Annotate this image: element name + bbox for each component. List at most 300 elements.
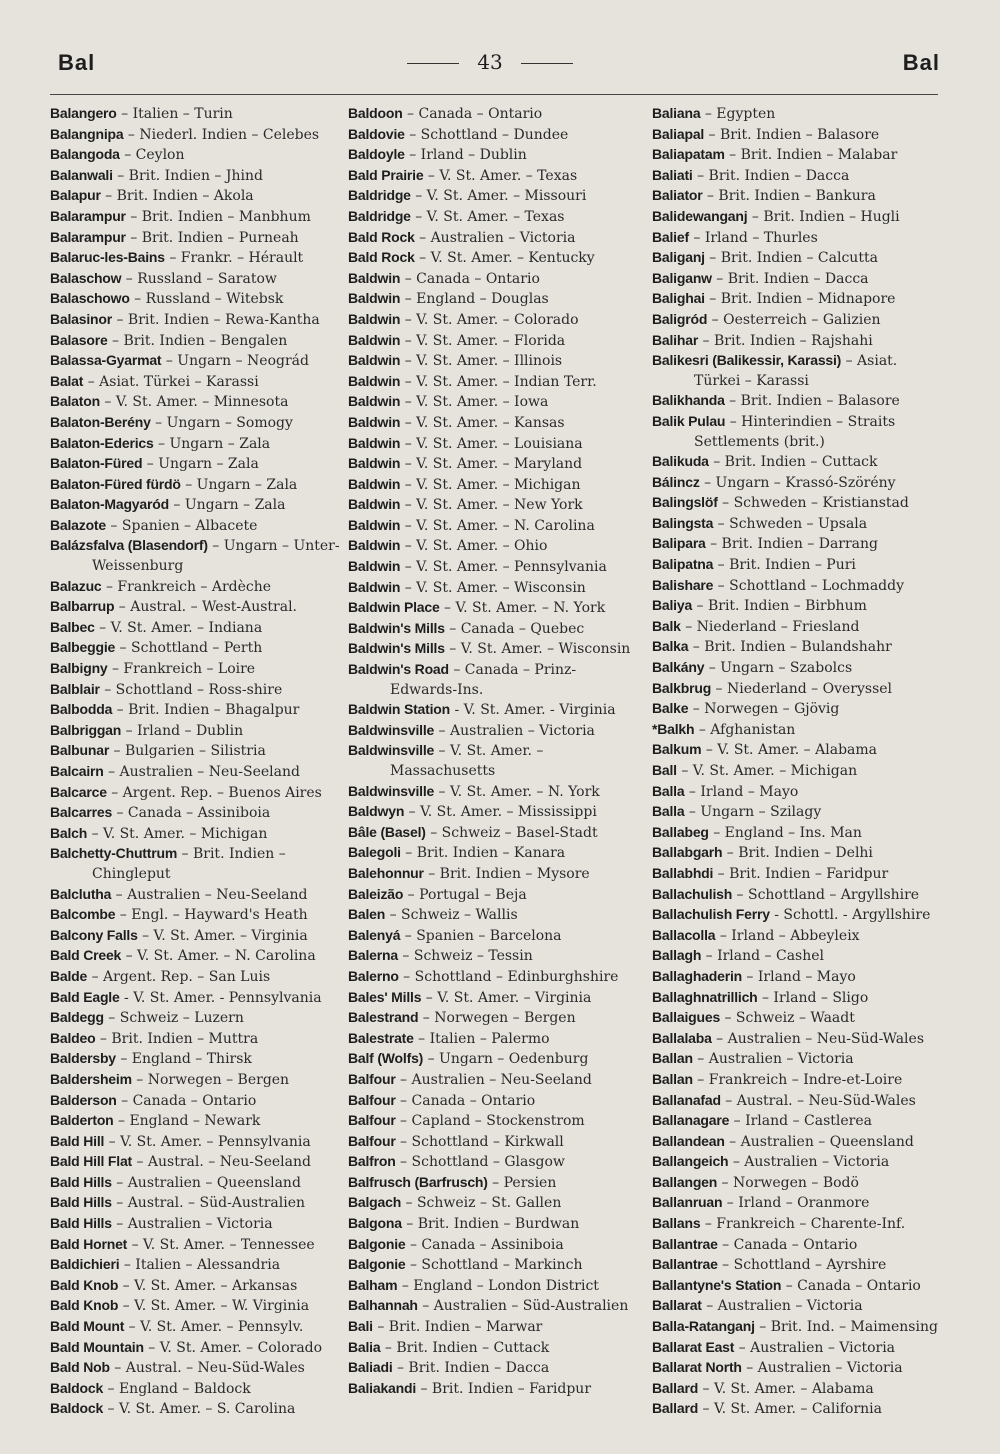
entry-place-name: Balcarce [50, 783, 107, 800]
gazetteer-entry [50, 331, 342, 352]
entry-place-name: Bald Creek [50, 947, 122, 964]
entry-place-name: Baldwin's Mills [348, 619, 445, 636]
entry-location: – Brit. Indien – Darrang [705, 536, 879, 553]
entry-location: – Brit. Indien – Jhind [112, 167, 263, 184]
entry-location: – V. St. Amer. – Pennsylv. [124, 1319, 304, 1336]
entry-place-name: Ballaghaderin [652, 967, 742, 984]
entry-location: – V. St. Amer. – Wisconsin [444, 641, 631, 658]
entry-place-name: Baldwin's Road [348, 661, 449, 678]
entry-place-name: Baleizão [348, 885, 404, 902]
entry-place-name: Balazuc [50, 577, 102, 594]
entry-location: – England – London District [397, 1277, 599, 1294]
entry-location: – V. St. Amer. – Florida [400, 332, 566, 349]
gazetteer-entry [652, 761, 944, 782]
entry-place-name: Ballantyne's Station [652, 1276, 782, 1293]
entry-location: – Ungarn – Szilagy [684, 804, 822, 821]
gazetteer-entry [348, 1214, 640, 1235]
gazetteer-entry [652, 1049, 944, 1070]
gazetteer-entry [348, 104, 640, 125]
gazetteer-entry [348, 1152, 640, 1173]
entry-location: – V. St. Amer. – Alabama [698, 1380, 874, 1397]
gazetteer-entry [652, 104, 944, 125]
entry-place-name: Balcombe [50, 906, 116, 923]
entry-location: – Australien – Victoria [734, 1339, 896, 1356]
entry-place-name: Baldersby [50, 1050, 116, 1067]
entry-place-name: Balikesri (Balikessir, Karassi) [652, 352, 842, 369]
entry-location: – Niederland – Overyssel [711, 680, 893, 697]
entry-location: – Irland – Mayo [741, 968, 856, 985]
entry-place-name: Ballaghnatrillich [652, 988, 758, 1005]
entry-location: – Brit. Indien – Puri [713, 557, 856, 574]
entry-place-name: Balf (Wolfs) [348, 1050, 424, 1067]
gazetteer-entry [652, 679, 944, 700]
gazetteer-entry [50, 475, 342, 496]
gazetteer-entry [50, 104, 342, 125]
gazetteer-entry [348, 392, 640, 413]
entry-location: – V. St. Amer. – Colorado [400, 311, 579, 328]
entry-location: – Niederland – Friesland [680, 618, 860, 635]
gazetteer-entry [348, 331, 640, 352]
gazetteer-entry [348, 905, 640, 926]
entry-location: – Engl. – Hayward's Heath [115, 907, 308, 924]
entry-location: – England – Thirsk [115, 1051, 252, 1068]
entry-location: – Austral. – Neu-Süd-Wales [720, 1092, 916, 1109]
entry-place-name: Ballard [652, 1379, 699, 1396]
entry-location: – Schweiz – St. Gallen [401, 1195, 562, 1212]
gazetteer-entry [348, 639, 640, 660]
entry-place-name: Baliadi [348, 1359, 393, 1376]
entry-location: – Austral. – West-Austral. [114, 599, 298, 616]
entry-location: – Brit. Indien – Balasore [724, 393, 900, 410]
entry-place-name: Bald Hill Flat [50, 1153, 132, 1170]
entry-place-name: Balgach [348, 1194, 402, 1211]
entry-place-name: Ballanruan [652, 1194, 723, 1211]
entry-place-name: Balham [348, 1276, 398, 1293]
entry-place-name: Baldegg [50, 1009, 104, 1026]
entry-location: – Canada – Ontario [116, 1092, 257, 1109]
entry-place-name: Balidewanganj [652, 207, 748, 224]
gazetteer-entry [652, 1070, 944, 1091]
gazetteer-entry [652, 1029, 944, 1050]
entry-location: – V. St. Amer. – New York [400, 497, 583, 514]
entry-place-name: Baldwin Station [348, 701, 451, 718]
gazetteer-entry [348, 228, 640, 249]
entry-place-name: Bald Mount [50, 1318, 125, 1335]
gazetteer-entry [652, 391, 944, 412]
gazetteer-entry [652, 228, 944, 249]
entry-place-name: Balaschowo [50, 290, 130, 307]
gazetteer-entry [348, 186, 640, 207]
entry-place-name: Balhannah [348, 1297, 418, 1314]
entry-place-name: Ballanafad [652, 1091, 721, 1108]
entry-location: – Afghanistan [694, 721, 796, 738]
gazetteer-entry [348, 946, 640, 967]
entry-place-name: Baligród [652, 310, 708, 327]
entry-place-name: Balderson [50, 1091, 117, 1108]
entry-location: – Brit. Indien – Bankura [702, 188, 876, 205]
gazetteer-entry [348, 557, 640, 578]
entry-place-name: Baldridge [348, 207, 411, 224]
entry-place-name: Ballarat [652, 1297, 702, 1314]
gazetteer-entry [50, 125, 342, 146]
entry-place-name: Balangero [50, 105, 117, 121]
entry-place-name: Balbunar [50, 742, 110, 759]
entry-location: – Australien – Victoria [414, 229, 576, 246]
entry-place-name: Ballangen [652, 1173, 718, 1190]
gazetteer-entry [50, 454, 342, 475]
entry-place-name: Balla [652, 782, 685, 799]
gazetteer-entry [50, 495, 342, 516]
entry-location: – V. St. Amer. – W. Virginia [118, 1298, 310, 1315]
gazetteer-entry [652, 576, 944, 597]
entry-place-name: Bald Rock [348, 228, 415, 245]
gazetteer-entry [50, 228, 342, 249]
entry-place-name: Balestrand [348, 1009, 419, 1026]
entry-location: – Schweden – Kristianstad [717, 495, 909, 512]
entry-location: – Ungarn – Oedenburg [423, 1051, 589, 1068]
entry-place-name: Baliya [652, 597, 693, 614]
entry-place-name: Balingsta [652, 514, 714, 531]
entry-location: – Portugal – Beja [403, 886, 527, 903]
entry-location: – Argent. Rep. – San Luis [87, 968, 271, 985]
entry-place-name: Baldwin [348, 269, 401, 286]
gazetteer-entry [348, 967, 640, 988]
gazetteer-entry [50, 269, 342, 290]
entry-location: – V. St. Amer. – Colorado [143, 1339, 323, 1356]
gazetteer-entry [50, 905, 342, 926]
gazetteer-entry [50, 967, 342, 988]
gazetteer-entry [652, 823, 944, 844]
gazetteer-entry [50, 536, 342, 576]
gazetteer-entry [50, 434, 342, 455]
entry-place-name: Ballagh [652, 947, 702, 964]
entry-place-name: Baldock [50, 1400, 104, 1417]
gazetteer-entry [50, 1379, 342, 1400]
entry-location: – Ungarn – Somogy [150, 414, 293, 431]
gazetteer-entry [348, 741, 640, 781]
entry-location: – Canada – Ontario [400, 270, 540, 287]
entry-place-name: Balgonie [348, 1235, 406, 1252]
gazetteer-entry [50, 721, 342, 742]
entry-location: – Australien – Victoria [741, 1360, 903, 1377]
gazetteer-entry [652, 186, 944, 207]
gazetteer-entry [50, 1111, 342, 1132]
gazetteer-entry [50, 1235, 342, 1256]
gazetteer-entry [348, 660, 640, 700]
entry-location: – Schweiz – Luzern [103, 1010, 244, 1027]
entry-place-name: Balanwali [50, 166, 113, 183]
entry-place-name: Balkbrug [652, 679, 712, 696]
entry-place-name: Ballaigues [652, 1009, 721, 1026]
header-left-keyword: Bal [58, 50, 96, 75]
gazetteer-entry [652, 1132, 944, 1153]
entry-location: – Italien – Palermo [413, 1030, 550, 1047]
entry-place-name: Bâle (Basel) [348, 823, 426, 840]
gazetteer-entry [652, 452, 944, 473]
gazetteer-entry [50, 577, 342, 598]
entry-location: – Brit. Indien – Rewa-Kantha [112, 311, 320, 328]
gazetteer-entry [50, 1296, 342, 1317]
gazetteer-entry [348, 145, 640, 166]
entry-location: – Brit. Indien – Hugli [747, 208, 900, 225]
entry-place-name: Baldridge [348, 187, 411, 204]
entry-location: – Schweiz – Basel-Stadt [425, 824, 598, 841]
gazetteer-entry [652, 782, 944, 803]
gazetteer-entry [348, 310, 640, 331]
entry-location: – Brit. Indien – Calcutta [704, 250, 878, 267]
gazetteer-entry [348, 1132, 640, 1153]
entry-place-name: Balassa-Gyarmat [50, 352, 162, 369]
gazetteer-entry [50, 1358, 342, 1379]
entry-location: – Persien [487, 1174, 557, 1191]
entry-place-name: Bálincz [652, 473, 700, 490]
gazetteer-entry [652, 885, 944, 906]
gazetteer-entry [50, 1070, 342, 1091]
entry-place-name: *Balkh [652, 720, 695, 737]
entry-location: – England – Douglas [400, 291, 549, 308]
gazetteer-entry [50, 413, 342, 434]
entry-location: – Australien – Victoria [111, 1216, 273, 1233]
entry-location: – Australien – Victoria [692, 1051, 854, 1068]
entry-location: – Argent. Rep. – Buenos Aires [106, 784, 322, 801]
entry-place-name: Balerno [348, 967, 399, 984]
entry-place-name: Bald Hills [50, 1194, 112, 1211]
entry-place-name: Baliator [652, 187, 703, 204]
gazetteer-entry [348, 721, 640, 742]
entry-place-name: Baldwyn [348, 803, 405, 820]
gazetteer-entry [652, 514, 944, 535]
entry-place-name: Baldwinsville [348, 721, 435, 738]
entry-location: – V. St. Amer. – Pennsylvania [400, 559, 607, 576]
entry-location: – V. St. Amer. – N. Carolina [121, 948, 316, 965]
entry-location: – Canada – Prinz-Edwards-Ins. [390, 662, 577, 698]
entry-location: – Canada – Ontario [781, 1277, 921, 1294]
entry-location: – England – Ins. Man [708, 824, 862, 841]
entry-location: – V. St. Amer. – Indiana [94, 619, 263, 636]
entry-place-name: Balde [50, 967, 88, 984]
gazetteer-entry [348, 578, 640, 599]
entry-location: – Spanien – Albacete [105, 517, 258, 534]
entry-place-name: Balbeggie [50, 639, 116, 656]
entry-place-name: Balchetty-Chuttrum [50, 845, 178, 862]
entry-place-name: Bald Nob [50, 1359, 110, 1376]
entry-place-name: Balka [652, 638, 689, 655]
entry-location: – Norwegen – Bodö [717, 1174, 859, 1191]
entry-place-name: Bald Rock [348, 249, 415, 266]
entry-place-name: Bald Hill [50, 1132, 105, 1149]
gazetteer-entry [50, 824, 342, 845]
entry-location: – V. St. Amer. – Minnesota [99, 394, 289, 411]
entry-location: – V. St. Amer. – Maryland [400, 456, 583, 473]
gazetteer-entry [652, 534, 944, 555]
entry-location: – Schottland – Glasgow [395, 1154, 565, 1171]
entry-location: – Brit. Indien – Bulandshahr [688, 639, 892, 656]
gazetteer-entry [348, 166, 640, 187]
entry-location: – V. St. Amer. – Kansas [400, 414, 565, 431]
entry-place-name: Balik Pulau [652, 412, 726, 429]
entry-location: – Schottland – Dundee [404, 126, 569, 143]
gazetteer-entry [348, 536, 640, 557]
gazetteer-entry [652, 493, 944, 514]
entry-place-name: Balaton-Berény [50, 413, 151, 430]
entry-location: – Brit. Indien – Purneah [125, 229, 299, 246]
entry-location: – Australien – Victoria [728, 1154, 890, 1171]
gazetteer-entry [348, 289, 640, 310]
entry-place-name: Ballabhdi [652, 864, 714, 881]
gazetteer-entry [348, 823, 640, 844]
gazetteer-entry [50, 803, 342, 824]
gazetteer-entry [50, 1193, 342, 1214]
entry-place-name: Balarampur [50, 228, 126, 245]
gazetteer-entry [652, 1317, 944, 1338]
entry-place-name: Balfour [348, 1132, 396, 1149]
gazetteer-entry [652, 1235, 944, 1256]
gazetteer-entry [50, 1029, 342, 1050]
entry-place-name: Baldwin [348, 331, 401, 348]
entry-place-name: Balief [652, 228, 689, 245]
entry-place-name: Baldock [50, 1379, 104, 1396]
gazetteer-entry [50, 700, 342, 721]
entry-place-name: Balerna [348, 947, 398, 964]
entry-location: – Australien – Neu-Seeland [111, 886, 308, 903]
entry-location: – Russland – Saratow [121, 270, 277, 287]
entry-place-name: Baldwin's Mills [348, 640, 445, 657]
gazetteer-entry [652, 905, 944, 926]
gazetteer-entry [652, 1399, 944, 1420]
entry-location: – V. St. Amer. – Tennessee [127, 1236, 315, 1253]
entry-place-name: Ball [652, 762, 677, 778]
gazetteer-entry [50, 1276, 342, 1297]
entry-location: – Ungarn – Szabolcs [704, 660, 853, 677]
entry-place-name: Balikuda [652, 453, 709, 470]
gazetteer-entry [652, 166, 944, 187]
entry-location: – Brit. Indien – Chingleput [92, 846, 286, 882]
entry-place-name: Balangnipa [50, 125, 124, 142]
entry-location: – Australien – Neu-Süd-Wales [711, 1030, 925, 1047]
gazetteer-entry [348, 1193, 640, 1214]
gazetteer-entry [348, 475, 640, 496]
entry-place-name: Baldwin [348, 496, 401, 513]
gazetteer-entry [652, 331, 944, 352]
gazetteer-entry [348, 248, 640, 269]
entry-place-name: Baldovie [348, 125, 405, 142]
entry-location: – Schottland – Ross-shire [99, 681, 283, 698]
entry-location: - V. St. Amer. - Pennsylvania [119, 989, 322, 1006]
gazetteer-entry [50, 1049, 342, 1070]
entry-place-name: Ballalaba [652, 1029, 712, 1046]
entry-location: – V. St. Amer. – Missouri [410, 188, 587, 205]
entry-place-name: Baldwinsville [348, 742, 435, 759]
entry-location: – Brit. Indien – Kanara [400, 845, 566, 862]
entry-place-name: Baliapatam [652, 146, 725, 163]
column-3 [652, 104, 944, 1420]
gazetteer-entry [50, 145, 342, 166]
gazetteer-entry [50, 1317, 342, 1338]
entry-location: – Egypten [700, 106, 776, 122]
gazetteer-entry [652, 555, 944, 576]
entry-place-name: Balingslöf [652, 494, 718, 511]
gazetteer-entry [652, 1111, 944, 1132]
entry-location: – Schweden – Upsala [713, 515, 868, 532]
gazetteer-entry [652, 145, 944, 166]
entry-place-name: Ballarat North [652, 1359, 742, 1376]
gazetteer-entry [50, 1214, 342, 1235]
entry-location: – Brit. Indien – Bengalen [107, 332, 288, 349]
gazetteer-entry [348, 700, 640, 721]
entry-location: – Irland – Dublin [404, 147, 527, 164]
gazetteer-entry [652, 699, 944, 720]
entry-place-name: Balegoli [348, 844, 401, 861]
entry-place-name: Bali [348, 1318, 373, 1335]
entry-location: – Australien – Victoria [434, 722, 595, 739]
entry-place-name: Balfour [348, 1112, 396, 1129]
entry-location: – Norwegen – Gjövig [688, 701, 840, 718]
entry-place-name: Balia [348, 1338, 381, 1355]
gazetteer-entry [348, 1173, 640, 1194]
entry-location: – V. St. Amer. – Pennsylvania [104, 1133, 311, 1150]
entry-location: – Ungarn – Krassó-Szörény [699, 474, 896, 491]
gazetteer-entry [652, 802, 944, 823]
entry-location: – Brit. Indien – Dacca [392, 1360, 550, 1377]
entry-location: – Italien – Turin [116, 106, 233, 122]
gazetteer-entry [50, 926, 342, 947]
entry-place-name: Balaton-Füred fürdö [50, 475, 181, 492]
entry-location: – Austral. – Neu-Seeland [132, 1154, 311, 1171]
gazetteer-entry [348, 516, 640, 537]
entry-location: – Australien – Queensland [724, 1133, 914, 1150]
entry-location: – Brit. Indien – Faridpur [416, 1380, 592, 1397]
gazetteer-entry [50, 1132, 342, 1153]
entry-place-name: Baliana [652, 105, 701, 121]
entry-location: – Irland – Oranmore [722, 1195, 870, 1212]
entry-location: – V. St. Amer. – Michigan [87, 825, 268, 842]
gazetteer-entry [50, 762, 342, 783]
gazetteer-entry [348, 269, 640, 290]
gazetteer-entry [348, 1296, 640, 1317]
gazetteer-entry [348, 598, 640, 619]
entry-place-name: Ballantrae [652, 1256, 718, 1273]
gazetteer-entry [50, 166, 342, 187]
entry-place-name: Baldwin [348, 537, 401, 554]
entry-location: – Ungarn – Zala [142, 456, 259, 473]
entry-location: – Irland – Mayo [684, 783, 799, 800]
gazetteer-entry [50, 783, 342, 804]
gazetteer-entry [348, 988, 640, 1009]
gazetteer-entry [652, 720, 944, 741]
entry-location: – Ungarn – Zala [180, 476, 298, 493]
entry-place-name: Baliapal [652, 125, 705, 142]
gazetteer-entry [50, 1399, 342, 1420]
gazetteer-entry [50, 946, 342, 967]
entry-place-name: Baldwin [348, 290, 401, 307]
entry-place-name: Ballacolla [652, 926, 716, 943]
entry-location: – Brit. Indien – Faridpur [713, 865, 889, 882]
entry-place-name: Baliganj [652, 249, 705, 266]
entry-place-name: Baldwin [348, 352, 401, 369]
entry-location: – Canada – Ontario [395, 1092, 536, 1109]
entry-location: – Frankr. – Hérault [164, 250, 304, 267]
entry-location: – England – Newark [113, 1113, 261, 1130]
entry-location: – Australien – Queensland [111, 1174, 301, 1191]
entry-place-name: Ballachulish Ferry [652, 906, 770, 923]
entry-location: – Hinterindien – Straits Settlements (brit.) [694, 413, 896, 450]
entry-place-name: Balehonnur [348, 864, 424, 881]
entry-location: – V. St. Amer. – Texas [410, 208, 565, 225]
gazetteer-entry [652, 1379, 944, 1400]
entry-location: – Brit. Indien – Balasore [704, 126, 880, 143]
entry-place-name: Balbriggan [50, 721, 122, 738]
entry-location: – V. St. Amer. – Iowa [400, 394, 549, 411]
